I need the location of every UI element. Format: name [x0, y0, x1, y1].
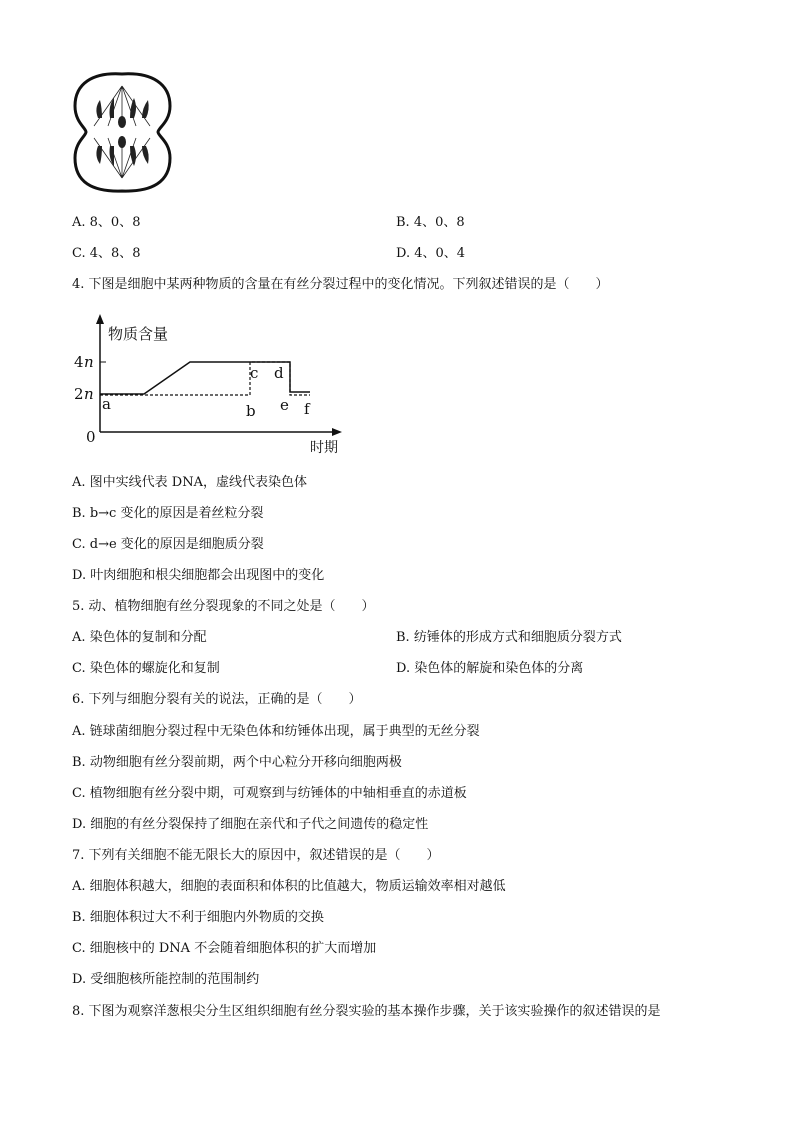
q5-option-d: D. 染色体的解旋和染色体的分离 [396, 661, 584, 676]
label-f: f [304, 400, 310, 418]
ytick-2n-number: 2 [74, 385, 84, 403]
q3-option-d: D. 4、0、4 [396, 246, 466, 261]
q6-stem: 6. 下列与细胞分裂有关的说法，正确的是（ ） [72, 692, 362, 707]
q3-option-b: B. 4、0、8 [396, 215, 465, 230]
q7-option-d: D. 受细胞核所能控制的范围制约 [72, 972, 260, 987]
q7-option-c: C. 细胞核中的 DNA 不会随着细胞体积的扩大而增加 [72, 941, 377, 956]
q4-option-d: D. 叶肉细胞和根尖细胞都会出现图中的变化 [72, 568, 325, 583]
label-e: e [280, 396, 289, 414]
q6-option-c: C. 植物细胞有丝分裂中期，可观察到与纺锤体的中轴相垂直的赤道板 [72, 786, 467, 801]
q3-option-a: A. 8、0、8 [72, 215, 141, 230]
q7-stem: 7. 下列有关细胞不能无限长大的原因中，叙述错误的是（ ） [72, 848, 440, 863]
label-c: c [250, 364, 259, 382]
label-a: a [102, 395, 111, 413]
x-axis-label: 时期 [310, 440, 338, 456]
q4-stem: 4. 下图是细胞中某两种物质的含量在有丝分裂过程中的变化情况。下列叙述错误的是（ ） [72, 277, 609, 292]
ytick-4n-n: n [84, 353, 94, 371]
q5-stem: 5. 动、植物细胞有丝分裂现象的不同之处是（ ） [72, 599, 375, 614]
q5-option-c: C. 染色体的螺旋化和复制 [72, 661, 220, 676]
label-d: d [274, 364, 284, 382]
q6-option-b: B. 动物细胞有丝分裂前期，两个中心粒分开移向细胞两极 [72, 755, 402, 770]
q6-option-a: A. 链球菌细胞分裂过程中无染色体和纺锤体出现，属于典型的无丝分裂 [72, 724, 480, 739]
q5-option-b: B. 纺锤体的形成方式和细胞质分裂方式 [396, 630, 622, 645]
anaphase-cell-figure [72, 70, 172, 194]
q5-option-a: A. 染色体的复制和分配 [72, 630, 207, 645]
q6-option-d: D. 细胞的有丝分裂保持了细胞在亲代和子代之间遗传的稳定性 [72, 817, 429, 832]
q7-option-b: B. 细胞体积过大不利于细胞内外物质的交换 [72, 910, 324, 925]
q8-stem: 8. 下图为观察洋葱根尖分生区组织细胞有丝分裂实验的基本操作步骤，关于该实验操作的叙述错误的是 [72, 1004, 661, 1019]
q4-option-c: C. d→e 变化的原因是细胞质分裂 [72, 537, 264, 552]
ytick-4n-number: 4 [74, 353, 84, 371]
q4-option-b: B. b→c 变化的原因是着丝粒分裂 [72, 506, 264, 521]
origin-label: 0 [86, 428, 96, 446]
ytick-2n-n: n [84, 385, 94, 403]
q7-option-a: A. 细胞体积越大，细胞的表面积和体积的比值越大，物质运输效率相对越低 [72, 879, 506, 894]
q4-chart [70, 312, 360, 460]
y-axis-label: 物质含量 [108, 325, 169, 343]
q3-option-c: C. 4、8、8 [72, 246, 141, 261]
label-b: b [246, 402, 256, 420]
q4-option-a: A. 图中实线代表 DNA，虚线代表染色体 [72, 475, 307, 490]
y-axis-arrow [96, 314, 104, 324]
x-axis-arrow [332, 428, 342, 436]
